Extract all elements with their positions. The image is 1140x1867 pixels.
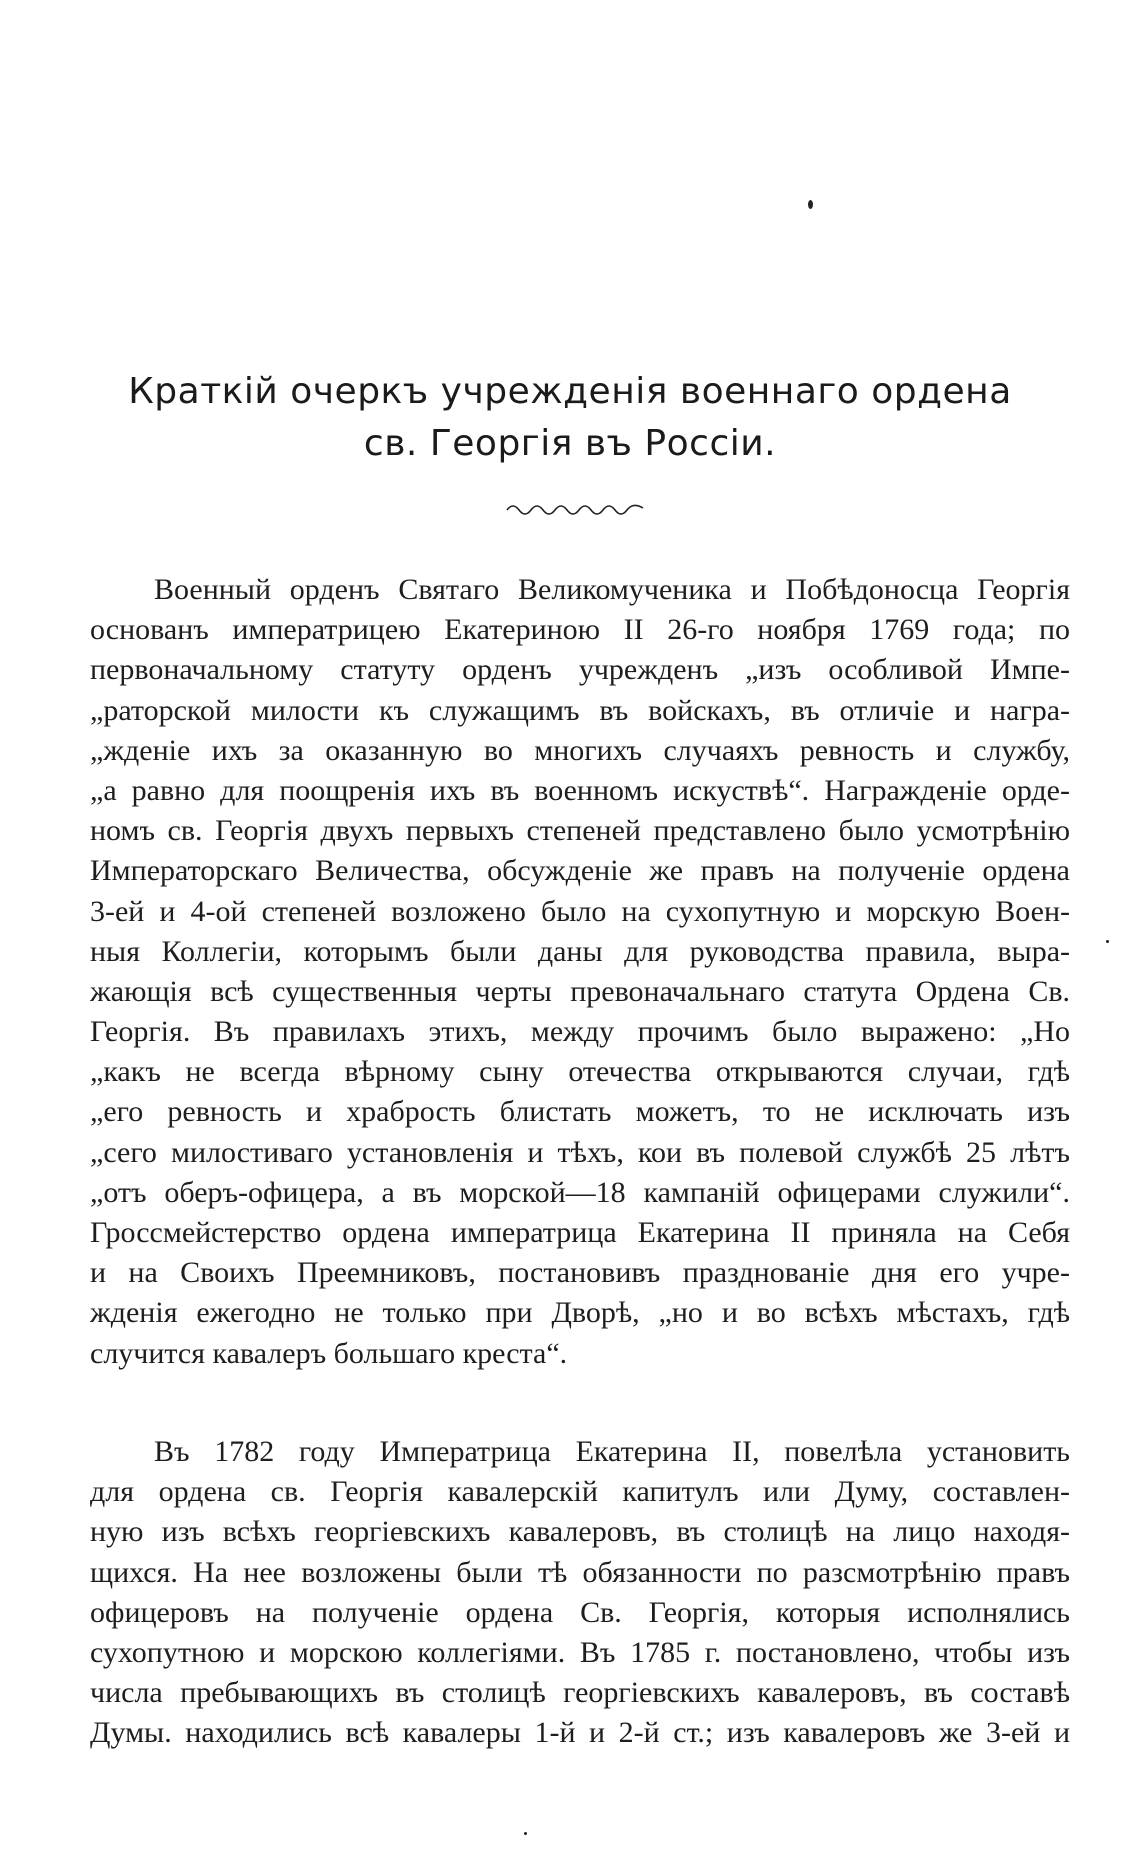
text-line: номъ св. Георгія двухъ первыхъ степеней представлено было усмотрѣнію	[90, 814, 1070, 848]
title-line-1: Краткій очеркъ учрежденія военнаго ордена	[128, 371, 1012, 412]
text-line: числа пребывающихъ въ столицѣ георгіевскихъ кавалеровъ, въ составѣ	[90, 1676, 1070, 1710]
text-line: Въ 1782 году Императрица Екатерина II, повелѣла установить	[154, 1435, 1070, 1468]
text-line: „какъ не всегда вѣрному сыну отечества открываются случаи, гдѣ	[90, 1055, 1070, 1089]
paragraph-2	[90, 1432, 1070, 1754]
scan-speck-margin	[1106, 940, 1109, 943]
text-line: основанъ императрицею Екатериною II 26-го ноября 1769 года; по	[90, 613, 1070, 647]
text-line: сухопутною и морскою коллегіями. Въ 1785 г. постановлено, чтобы изъ	[90, 1635, 1070, 1669]
title-line-2: св. Георгія въ Россіи.	[363, 423, 777, 464]
text-line: Думы. находились всѣ кавалеры 1-й и 2-й ст.; изъ кавалеровъ же 3-ей и	[90, 1716, 1070, 1750]
paragraph-1	[90, 570, 1070, 1374]
text-line: „отъ оберъ-офицера, а въ морской—18 кампаній офицерами служили“.	[90, 1175, 1070, 1209]
text-line: ную изъ всѣхъ георгіевскихъ кавалеровъ, въ столицѣ на лицо находя-	[90, 1515, 1070, 1549]
text-line: 3-ей и 4-ой степеней возложено было на сухопутную и морскую Воен-	[90, 894, 1070, 928]
text-line: для ордена св. Георгія кавалерскій капитулъ или Думу, составлен-	[90, 1475, 1070, 1509]
scan-speck-top	[808, 200, 813, 209]
text-line: щихся. На нее возложены были тѣ обязанности по разсмотрѣнію правъ	[90, 1555, 1070, 1589]
text-line: „раторской милости къ служащимъ въ войскахъ, въ отличіе и награ-	[90, 693, 1070, 727]
text-line: офицеровъ на полученіе ордена Св. Георгія, которыя исполнялись	[90, 1595, 1070, 1629]
swash-divider-ornament	[505, 500, 645, 516]
text-line: ныя Коллегіи, которымъ были даны для руководства правила, выра-	[90, 934, 1070, 968]
text-line: „а равно для поощренія ихъ въ военномъ искуствѣ“. Награжденіе орде-	[90, 773, 1070, 807]
page-title	[100, 366, 1040, 470]
text-line: „жденіе ихъ за оказанную во многихъ случаяхъ ревность и службу,	[90, 733, 1070, 767]
scan-speck-bottom	[524, 1832, 527, 1835]
text-line: Императорскаго Величества, обсужденіе же правъ на полученіе ордена	[90, 854, 1070, 888]
text-line: первоначальному статуту орденъ учрежденъ „изъ особливой Импе-	[90, 653, 1070, 687]
text-line: Гроссмейстерство ордена императрица Екатерина II приняла на Себя	[90, 1216, 1070, 1249]
text-line: и на Своихъ Преемниковъ, постановивъ празднованіе дня его учре-	[90, 1256, 1070, 1290]
text-line: Военный орденъ Святаго Великомученика и Побѣдоносца Георгія	[154, 573, 1070, 606]
text-line: жающія всѣ существенныя черты превоначальнаго статута Ордена Св.	[90, 974, 1070, 1008]
text-line: „сего милостиваго установленія и тѣхъ, кои въ полевой службѣ 25 лѣтъ	[90, 1135, 1070, 1169]
text-line: жденія ежегодно не только при Дворѣ, „но и во всѣхъ мѣстахъ, гдѣ	[90, 1296, 1070, 1330]
text-line: Георгія. Въ правилахъ этихъ, между прочимъ было выражено: „Но	[90, 1015, 1070, 1049]
text-line: случится кавалеръ большаго креста“.	[90, 1336, 568, 1370]
text-line: „его ревность и храбрость блистать можетъ, то не исключать изъ	[90, 1095, 1070, 1129]
